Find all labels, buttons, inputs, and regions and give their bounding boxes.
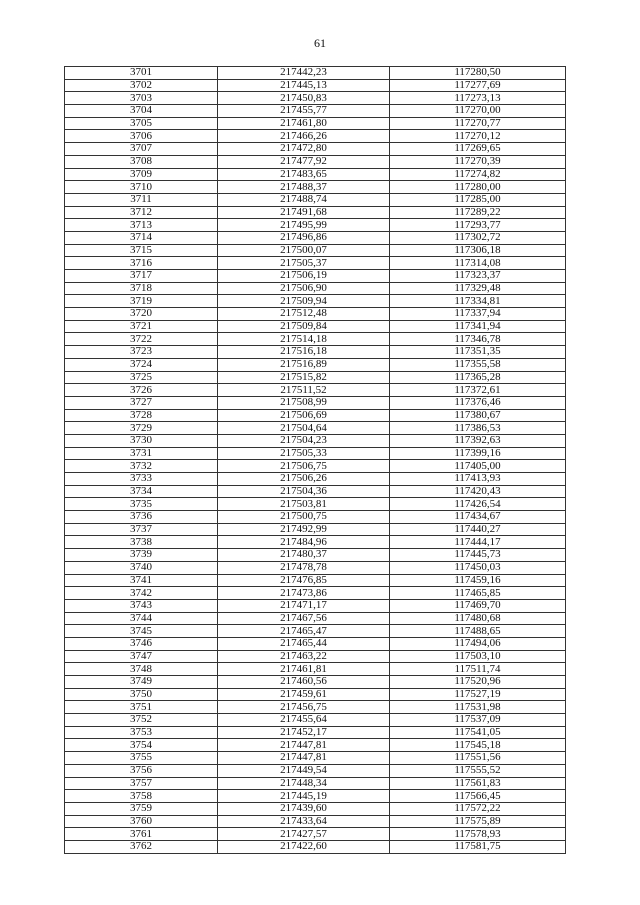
- table-row: [65, 650, 566, 663]
- point-number-cell: 3708: [65, 155, 218, 168]
- x-coordinate-cell: 217445,13: [218, 79, 390, 92]
- table-row: [65, 447, 566, 460]
- x-coordinate-cell: 217480,37: [218, 549, 390, 562]
- y-coordinate-cell: 117269,65: [390, 143, 566, 156]
- table-row: [65, 599, 566, 612]
- y-coordinate-cell: 117346,78: [390, 333, 566, 346]
- x-coordinate-cell: 217506,19: [218, 270, 390, 283]
- point-number-cell: 3733: [65, 473, 218, 486]
- y-coordinate-cell: 117334,81: [390, 295, 566, 308]
- table-row: [65, 168, 566, 181]
- y-coordinate-cell: 117469,70: [390, 599, 566, 612]
- point-number-cell: 3730: [65, 434, 218, 447]
- y-coordinate-cell: 117520,96: [390, 676, 566, 689]
- y-coordinate-cell: 117337,94: [390, 308, 566, 321]
- table-row: [65, 384, 566, 397]
- y-coordinate-cell: 117413,93: [390, 473, 566, 486]
- y-coordinate-cell: 117578,93: [390, 828, 566, 841]
- table-row: [65, 828, 566, 841]
- y-coordinate-cell: 117376,46: [390, 396, 566, 409]
- x-coordinate-cell: 217515,82: [218, 371, 390, 384]
- x-coordinate-cell: 217461,80: [218, 117, 390, 130]
- table-row: [65, 282, 566, 295]
- point-number-cell: 3704: [65, 105, 218, 118]
- y-coordinate-cell: 117575,89: [390, 815, 566, 828]
- table-row: [65, 193, 566, 206]
- x-coordinate-cell: 217467,56: [218, 612, 390, 625]
- point-number-cell: 3746: [65, 637, 218, 650]
- y-coordinate-cell: 117450,03: [390, 561, 566, 574]
- y-coordinate-cell: 117555,52: [390, 764, 566, 777]
- point-number-cell: 3703: [65, 92, 218, 105]
- table-row: [65, 574, 566, 587]
- point-number-cell: 3752: [65, 714, 218, 727]
- coordinates-table-body: [65, 67, 566, 854]
- point-number-cell: 3725: [65, 371, 218, 384]
- point-number-cell: 3741: [65, 574, 218, 587]
- table-row: [65, 764, 566, 777]
- x-coordinate-cell: 217516,18: [218, 346, 390, 359]
- point-number-cell: 3738: [65, 536, 218, 549]
- y-coordinate-cell: 117392,63: [390, 434, 566, 447]
- point-number-cell: 3701: [65, 67, 218, 80]
- point-number-cell: 3709: [65, 168, 218, 181]
- point-number-cell: 3715: [65, 244, 218, 257]
- table-row: [65, 561, 566, 574]
- y-coordinate-cell: 117440,27: [390, 523, 566, 536]
- point-number-cell: 3722: [65, 333, 218, 346]
- table-row: [65, 231, 566, 244]
- point-number-cell: 3710: [65, 181, 218, 194]
- x-coordinate-cell: 217439,60: [218, 802, 390, 815]
- table-row: [65, 346, 566, 359]
- table-row: [65, 434, 566, 447]
- table-row: [65, 143, 566, 156]
- x-coordinate-cell: 217504,64: [218, 422, 390, 435]
- point-number-cell: 3756: [65, 764, 218, 777]
- point-number-cell: 3705: [65, 117, 218, 130]
- y-coordinate-cell: 117572,22: [390, 802, 566, 815]
- point-number-cell: 3723: [65, 346, 218, 359]
- point-number-cell: 3748: [65, 663, 218, 676]
- table-row: [65, 726, 566, 739]
- x-coordinate-cell: 217477,92: [218, 155, 390, 168]
- y-coordinate-cell: 117511,74: [390, 663, 566, 676]
- y-coordinate-cell: 117527,19: [390, 688, 566, 701]
- y-coordinate-cell: 117434,67: [390, 511, 566, 524]
- table-row: [65, 587, 566, 600]
- table-row: [65, 396, 566, 409]
- x-coordinate-cell: 217427,57: [218, 828, 390, 841]
- x-coordinate-cell: 217495,99: [218, 219, 390, 232]
- point-number-cell: 3745: [65, 625, 218, 638]
- y-coordinate-cell: 117285,00: [390, 193, 566, 206]
- table-row: [65, 790, 566, 803]
- point-number-cell: 3737: [65, 523, 218, 536]
- y-coordinate-cell: 117551,56: [390, 752, 566, 765]
- y-coordinate-cell: 117293,77: [390, 219, 566, 232]
- point-number-cell: 3760: [65, 815, 218, 828]
- table-row: [65, 117, 566, 130]
- y-coordinate-cell: 117444,17: [390, 536, 566, 549]
- y-coordinate-cell: 117270,39: [390, 155, 566, 168]
- table-row: [65, 663, 566, 676]
- table-row: [65, 333, 566, 346]
- table-row: [65, 536, 566, 549]
- x-coordinate-cell: 217488,37: [218, 181, 390, 194]
- table-row: [65, 688, 566, 701]
- y-coordinate-cell: 117372,61: [390, 384, 566, 397]
- point-number-cell: 3726: [65, 384, 218, 397]
- table-row: [65, 498, 566, 511]
- x-coordinate-cell: 217514,18: [218, 333, 390, 346]
- point-number-cell: 3718: [65, 282, 218, 295]
- point-number-cell: 3711: [65, 193, 218, 206]
- table-row: [65, 79, 566, 92]
- x-coordinate-cell: 217476,85: [218, 574, 390, 587]
- x-coordinate-cell: 217456,75: [218, 701, 390, 714]
- point-number-cell: 3755: [65, 752, 218, 765]
- y-coordinate-cell: 117314,08: [390, 257, 566, 270]
- table-row: [65, 105, 566, 118]
- point-number-cell: 3712: [65, 206, 218, 219]
- x-coordinate-cell: 217449,54: [218, 764, 390, 777]
- x-coordinate-cell: 217516,89: [218, 358, 390, 371]
- x-coordinate-cell: 217503,81: [218, 498, 390, 511]
- table-row: [65, 714, 566, 727]
- x-coordinate-cell: 217433,64: [218, 815, 390, 828]
- y-coordinate-cell: 117480,68: [390, 612, 566, 625]
- point-number-cell: 3716: [65, 257, 218, 270]
- y-coordinate-cell: 117277,69: [390, 79, 566, 92]
- y-coordinate-cell: 117488,65: [390, 625, 566, 638]
- table-row: [65, 358, 566, 371]
- y-coordinate-cell: 117341,94: [390, 320, 566, 333]
- table-row: [65, 739, 566, 752]
- point-number-cell: 3744: [65, 612, 218, 625]
- y-coordinate-cell: 117323,37: [390, 270, 566, 283]
- x-coordinate-cell: 217471,17: [218, 599, 390, 612]
- table-row: [65, 181, 566, 194]
- table-row: [65, 219, 566, 232]
- x-coordinate-cell: 217500,07: [218, 244, 390, 257]
- x-coordinate-cell: 217512,48: [218, 308, 390, 321]
- point-number-cell: 3713: [65, 219, 218, 232]
- y-coordinate-cell: 117537,09: [390, 714, 566, 727]
- table-row: [65, 637, 566, 650]
- table-row: [65, 549, 566, 562]
- point-number-cell: 3719: [65, 295, 218, 308]
- y-coordinate-cell: 117280,50: [390, 67, 566, 80]
- y-coordinate-cell: 117270,12: [390, 130, 566, 143]
- table-row: [65, 67, 566, 80]
- y-coordinate-cell: 117420,43: [390, 485, 566, 498]
- table-row: [65, 130, 566, 143]
- point-number-cell: 3751: [65, 701, 218, 714]
- point-number-cell: 3757: [65, 777, 218, 790]
- point-number-cell: 3739: [65, 549, 218, 562]
- y-coordinate-cell: 117355,58: [390, 358, 566, 371]
- table-row: [65, 840, 566, 853]
- point-number-cell: 3729: [65, 422, 218, 435]
- point-number-cell: 3759: [65, 802, 218, 815]
- x-coordinate-cell: 217463,22: [218, 650, 390, 663]
- point-number-cell: 3728: [65, 409, 218, 422]
- table-row: [65, 523, 566, 536]
- y-coordinate-cell: 117302,72: [390, 231, 566, 244]
- y-coordinate-cell: 117289,22: [390, 206, 566, 219]
- table-row: [65, 155, 566, 168]
- y-coordinate-cell: 117273,13: [390, 92, 566, 105]
- table-row: [65, 815, 566, 828]
- x-coordinate-cell: 217496,86: [218, 231, 390, 244]
- x-coordinate-cell: 217455,64: [218, 714, 390, 727]
- y-coordinate-cell: 117380,67: [390, 409, 566, 422]
- y-coordinate-cell: 117280,00: [390, 181, 566, 194]
- table-row: [65, 752, 566, 765]
- point-number-cell: 3717: [65, 270, 218, 283]
- y-coordinate-cell: 117386,53: [390, 422, 566, 435]
- x-coordinate-cell: 217465,47: [218, 625, 390, 638]
- point-number-cell: 3740: [65, 561, 218, 574]
- point-number-cell: 3721: [65, 320, 218, 333]
- x-coordinate-cell: 217473,86: [218, 587, 390, 600]
- x-coordinate-cell: 217472,80: [218, 143, 390, 156]
- y-coordinate-cell: 117459,16: [390, 574, 566, 587]
- x-coordinate-cell: 217465,44: [218, 637, 390, 650]
- table-row: [65, 244, 566, 257]
- point-number-cell: 3706: [65, 130, 218, 143]
- y-coordinate-cell: 117306,18: [390, 244, 566, 257]
- x-coordinate-cell: 217450,83: [218, 92, 390, 105]
- point-number-cell: 3731: [65, 447, 218, 460]
- point-number-cell: 3743: [65, 599, 218, 612]
- table-row: [65, 511, 566, 524]
- x-coordinate-cell: 217452,17: [218, 726, 390, 739]
- y-coordinate-cell: 117561,83: [390, 777, 566, 790]
- point-number-cell: 3702: [65, 79, 218, 92]
- table-row: [65, 701, 566, 714]
- table-row: [65, 257, 566, 270]
- y-coordinate-cell: 117351,35: [390, 346, 566, 359]
- x-coordinate-cell: 217488,74: [218, 193, 390, 206]
- x-coordinate-cell: 217504,23: [218, 434, 390, 447]
- table-row: [65, 612, 566, 625]
- x-coordinate-cell: 217447,81: [218, 739, 390, 752]
- table-row: [65, 270, 566, 283]
- x-coordinate-cell: 217506,69: [218, 409, 390, 422]
- x-coordinate-cell: 217478,78: [218, 561, 390, 574]
- x-coordinate-cell: 217500,75: [218, 511, 390, 524]
- point-number-cell: 3724: [65, 358, 218, 371]
- y-coordinate-cell: 117270,77: [390, 117, 566, 130]
- y-coordinate-cell: 117329,48: [390, 282, 566, 295]
- x-coordinate-cell: 217508,99: [218, 396, 390, 409]
- point-number-cell: 3758: [65, 790, 218, 803]
- x-coordinate-cell: 217506,75: [218, 460, 390, 473]
- y-coordinate-cell: 117503,10: [390, 650, 566, 663]
- table-row: [65, 92, 566, 105]
- table-row: [65, 777, 566, 790]
- x-coordinate-cell: 217455,77: [218, 105, 390, 118]
- table-row: [65, 206, 566, 219]
- y-coordinate-cell: 117531,98: [390, 701, 566, 714]
- table-row: [65, 422, 566, 435]
- point-number-cell: 3720: [65, 308, 218, 321]
- page-number: 61: [314, 36, 326, 50]
- x-coordinate-cell: 217484,96: [218, 536, 390, 549]
- x-coordinate-cell: 217505,33: [218, 447, 390, 460]
- x-coordinate-cell: 217461,81: [218, 663, 390, 676]
- y-coordinate-cell: 117581,75: [390, 840, 566, 853]
- y-coordinate-cell: 117399,16: [390, 447, 566, 460]
- x-coordinate-cell: 217448,34: [218, 777, 390, 790]
- x-coordinate-cell: 217445,19: [218, 790, 390, 803]
- point-number-cell: 3749: [65, 676, 218, 689]
- x-coordinate-cell: 217509,84: [218, 320, 390, 333]
- point-number-cell: 3762: [65, 840, 218, 853]
- x-coordinate-cell: 217506,90: [218, 282, 390, 295]
- table-row: [65, 460, 566, 473]
- point-number-cell: 3732: [65, 460, 218, 473]
- x-coordinate-cell: 217505,37: [218, 257, 390, 270]
- x-coordinate-cell: 217459,61: [218, 688, 390, 701]
- table-row: [65, 802, 566, 815]
- x-coordinate-cell: 217483,65: [218, 168, 390, 181]
- x-coordinate-cell: 217460,56: [218, 676, 390, 689]
- point-number-cell: 3707: [65, 143, 218, 156]
- y-coordinate-cell: 117566,45: [390, 790, 566, 803]
- y-coordinate-cell: 117365,28: [390, 371, 566, 384]
- table-row: [65, 485, 566, 498]
- coordinates-table: [64, 66, 566, 854]
- x-coordinate-cell: 217511,52: [218, 384, 390, 397]
- y-coordinate-cell: 117274,82: [390, 168, 566, 181]
- table-row: [65, 676, 566, 689]
- point-number-cell: 3747: [65, 650, 218, 663]
- point-number-cell: 3714: [65, 231, 218, 244]
- point-number-cell: 3754: [65, 739, 218, 752]
- point-number-cell: 3742: [65, 587, 218, 600]
- x-coordinate-cell: 217509,94: [218, 295, 390, 308]
- point-number-cell: 3753: [65, 726, 218, 739]
- y-coordinate-cell: 117426,54: [390, 498, 566, 511]
- x-coordinate-cell: 217504,36: [218, 485, 390, 498]
- x-coordinate-cell: 217466,26: [218, 130, 390, 143]
- y-coordinate-cell: 117465,85: [390, 587, 566, 600]
- table-row: [65, 295, 566, 308]
- table-row: [65, 308, 566, 321]
- y-coordinate-cell: 117494,06: [390, 637, 566, 650]
- table-row: [65, 320, 566, 333]
- point-number-cell: 3736: [65, 511, 218, 524]
- point-number-cell: 3735: [65, 498, 218, 511]
- y-coordinate-cell: 117405,00: [390, 460, 566, 473]
- y-coordinate-cell: 117445,73: [390, 549, 566, 562]
- y-coordinate-cell: 117541,05: [390, 726, 566, 739]
- x-coordinate-cell: 217506,26: [218, 473, 390, 486]
- table-row: [65, 371, 566, 384]
- point-number-cell: 3761: [65, 828, 218, 841]
- x-coordinate-cell: 217492,99: [218, 523, 390, 536]
- x-coordinate-cell: 217447,81: [218, 752, 390, 765]
- y-coordinate-cell: 117545,18: [390, 739, 566, 752]
- x-coordinate-cell: 217442,23: [218, 67, 390, 80]
- x-coordinate-cell: 217422,60: [218, 840, 390, 853]
- table-row: [65, 625, 566, 638]
- point-number-cell: 3734: [65, 485, 218, 498]
- x-coordinate-cell: 217491,68: [218, 206, 390, 219]
- table-row: [65, 409, 566, 422]
- point-number-cell: 3727: [65, 396, 218, 409]
- table-row: [65, 473, 566, 486]
- point-number-cell: 3750: [65, 688, 218, 701]
- y-coordinate-cell: 117270,00: [390, 105, 566, 118]
